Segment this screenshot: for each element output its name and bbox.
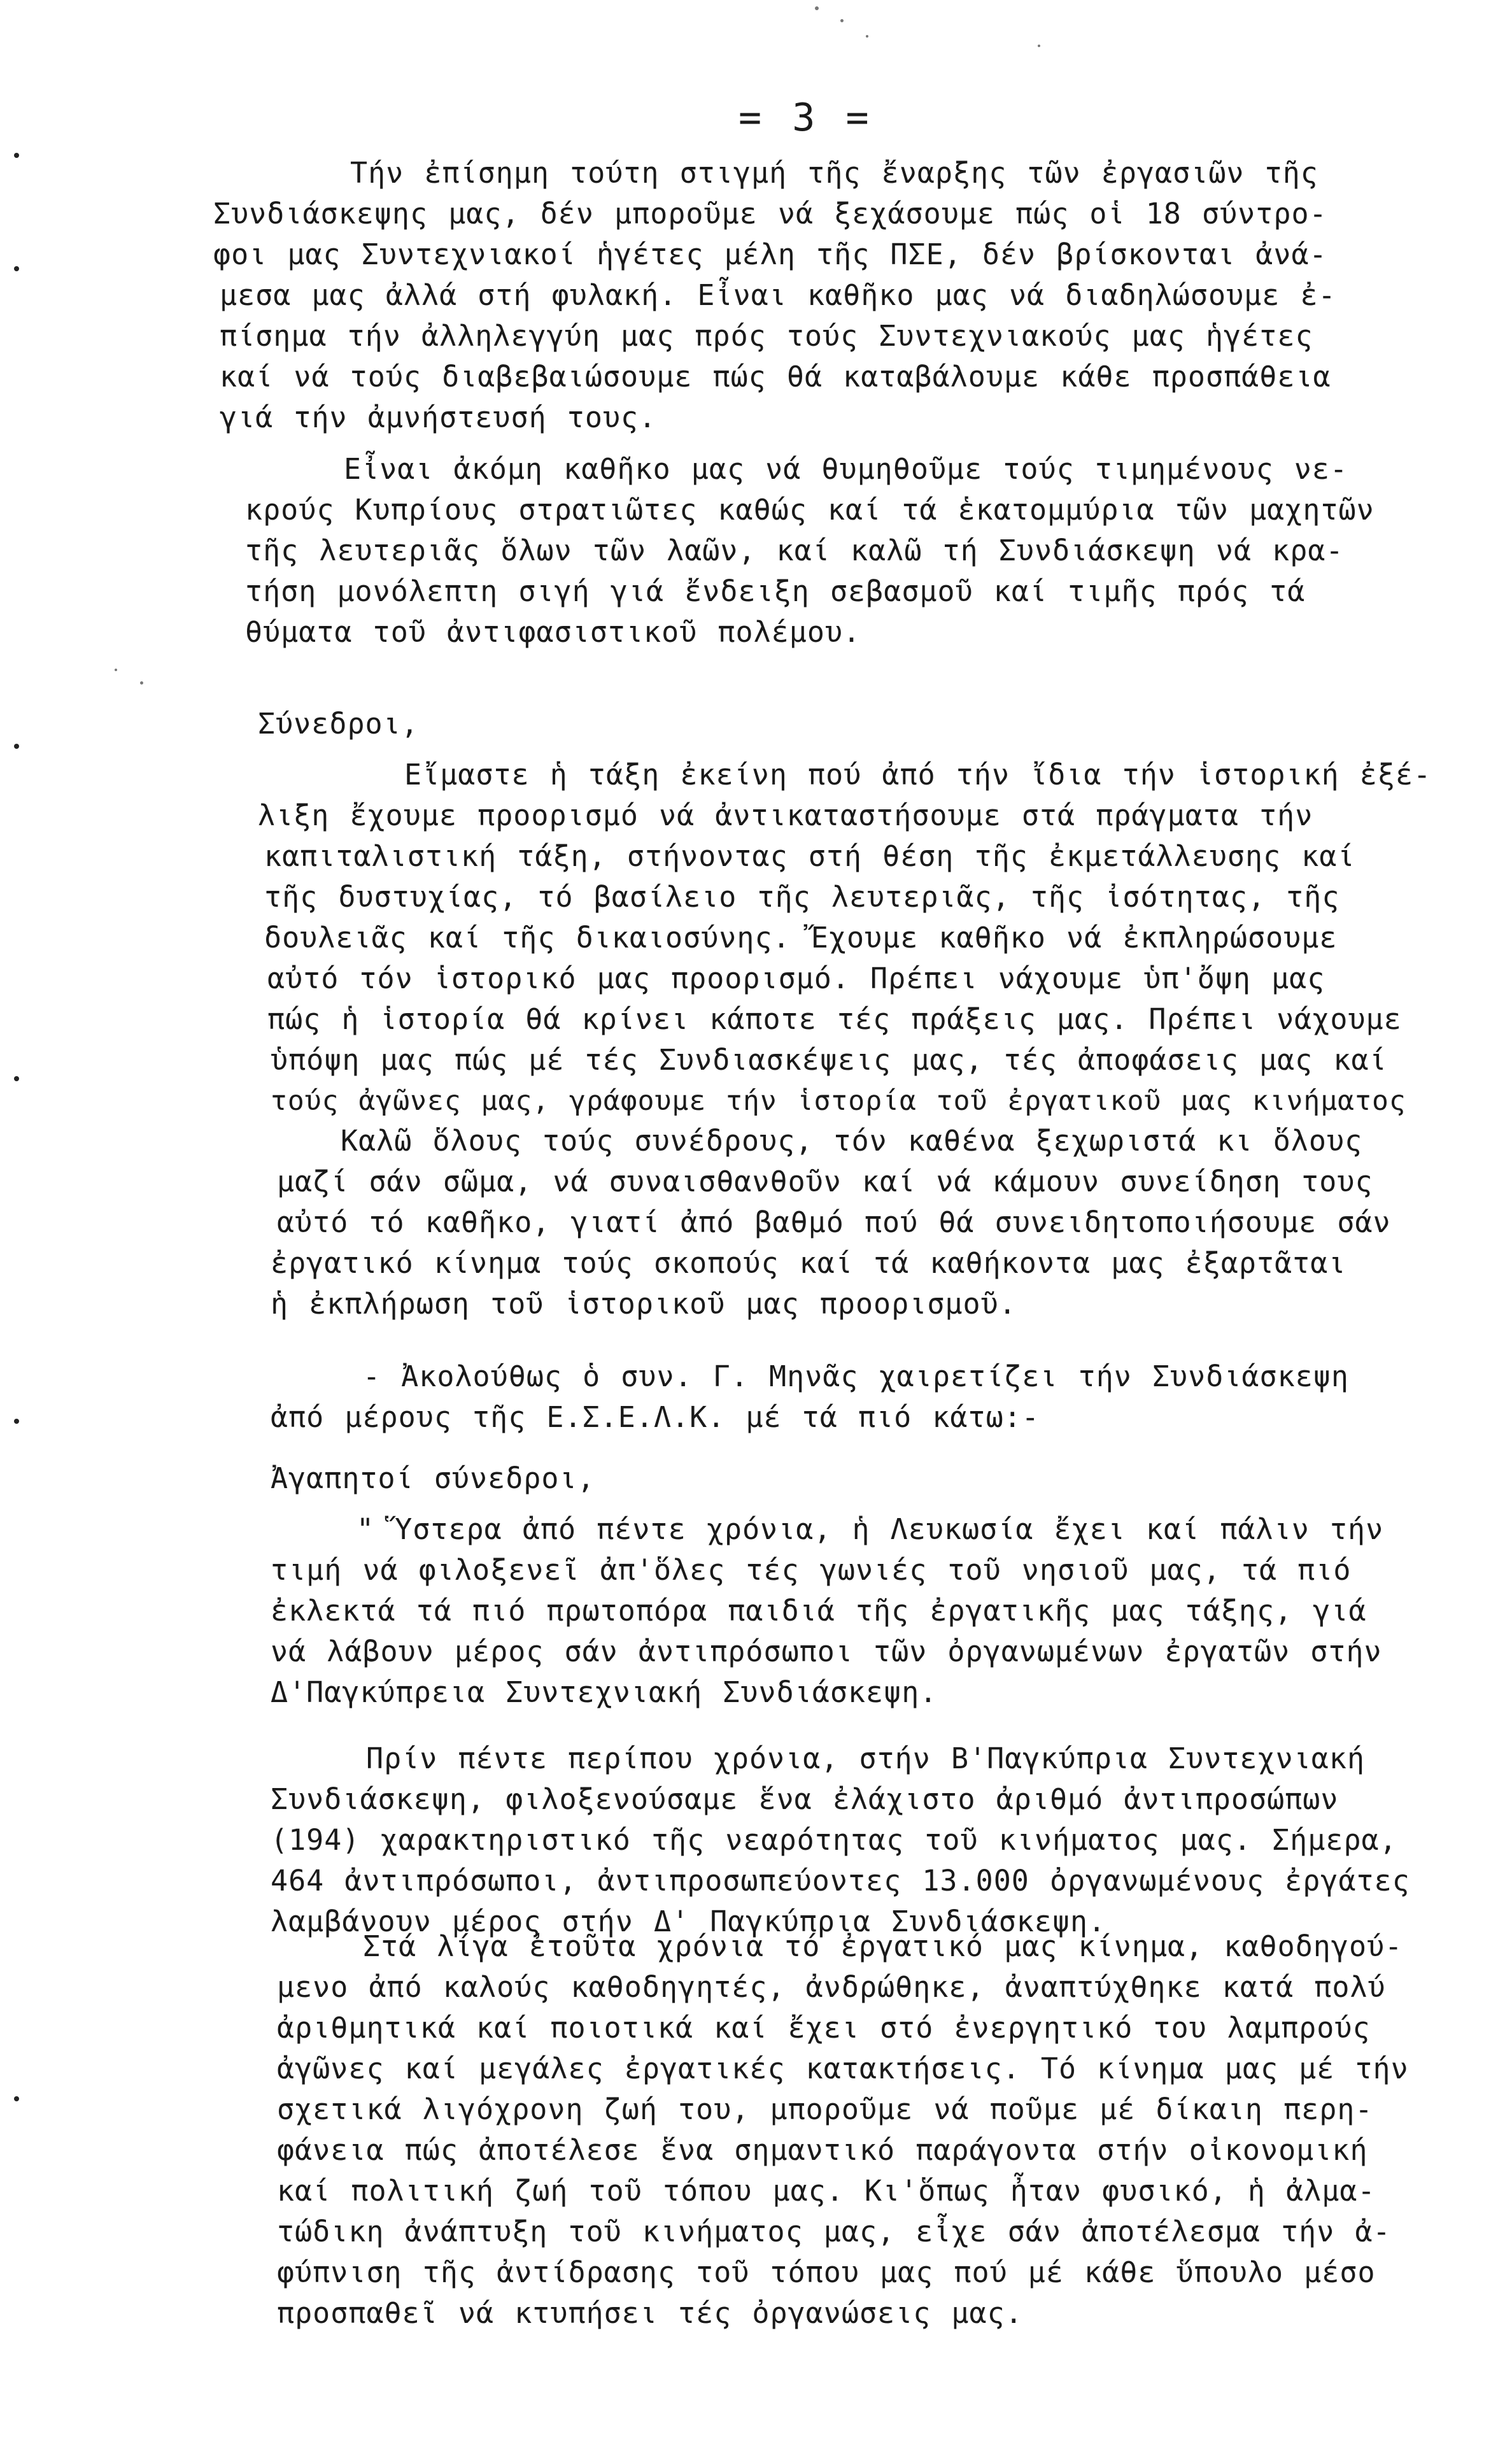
text-line: τούς ἀγῶνες μας, γράφουμε τήν ἱστορία τοῦ ἐργατικοῦ μας κινήματος — [271, 1085, 1406, 1117]
text-line: φάνεια πώς ἀποτέλεσε ἕνα σημαντικό παράγοντα στήν οἰκονομική — [277, 2133, 1368, 2167]
paragraph-greeting-intro — [251, 1356, 1474, 1438]
text-line: " Ὕστερα ἀπό πέντε χρόνια, ἡ Λευκωσία ἔχει καί πάλιν τήν — [357, 1512, 1384, 1546]
text-line: Εἴμαστε ἡ τάξη ἐκείνη πού ἀπό τήν ἴδια τήν ἱστορική ἐξέ- — [404, 758, 1432, 791]
text-line: τιμή νά φιλοξενεῖ ἀπ'ὅλες τές γωνιές τοῦ νησιοῦ μας, τά πιό — [271, 1553, 1352, 1587]
scan-speck — [866, 35, 868, 38]
salutation — [251, 704, 1474, 744]
scan-speck — [14, 1419, 19, 1424]
text-line: Σύνεδροι, — [258, 707, 419, 741]
scan-speck — [115, 669, 117, 671]
text-line: Συνδιάσκεψης μας, δέν μποροῦμε νά ξεχάσουμε πώς οἱ 18 σύντρο- — [213, 197, 1327, 231]
text-line: 464 ἀντιπρόσωποι, ἀντιπροσωπεύοντες 13.000 ὀργανωμένους ἐργάτες — [271, 1864, 1410, 1898]
paragraph-opening — [213, 153, 1474, 438]
scan-speck — [14, 153, 19, 158]
text-line: λαμβάνουν μέρος στήν Δ' Παγκύπρια Συνδιάσκεψη. — [271, 1905, 1106, 1938]
text-line: ἀριθμητικά καί ποιοτικά καί ἔχει στό ἐνεργητικό του λαμπρούς — [277, 2011, 1371, 2045]
paragraph-remembrance — [245, 449, 1474, 653]
text-line: ἀπό μέρους τῆς Ε.Σ.Ε.Λ.Κ. μέ τά πιό κάτω:- — [271, 1400, 1040, 1434]
text-line: μαζί σάν σῶμα, νά συναισθανθοῦν καί νά κάμουν συνείδηση τους — [277, 1165, 1373, 1198]
text-line: τήση μονόλεπτη σιγή γιά ἔνδειξη σεβασμοῦ καί τιμῆς πρός τά — [245, 574, 1306, 608]
text-line: νά λάβουν μέρος σάν ἀντιπρόσωποι τῶν ὀργανωμένων ἐργατῶν στήν — [271, 1635, 1382, 1668]
text-line: κρούς Κυπρίους στρατιῶτες καθώς καί τά ἑκατομμύρια τῶν μαχητῶν — [245, 493, 1374, 527]
scan-speck — [14, 266, 19, 271]
text-line: δουλειᾶς καί τῆς δικαιοσύνης. Ἔχουμε καθῆκο νά ἐκπληρώσουμε — [264, 921, 1338, 955]
scan-speck — [14, 2096, 19, 2101]
text-line: Δ'Παγκύπρεια Συντεχνιακή Συνδιάσκεψη. — [271, 1675, 938, 1709]
text-line: ἀγῶνες καί μεγάλες ἐργατικές κατακτήσεις. Τό κίνημα μας μέ τήν — [277, 2052, 1409, 2085]
text-line: αὐτό τόν ἱστορικό μας προορισμό. Πρέπει νάχουμε ὑπ'ὄψη μας — [267, 962, 1325, 995]
text-line: αὐτό τό καθῆκο, γιατί ἀπό βαθμό πού θά συνειδητοποιήσουμε σάν — [277, 1205, 1391, 1239]
text-line: λιξη ἔχουμε προορισμό νά ἀντικαταστήσουμε στά πράγματα τήν — [258, 799, 1313, 832]
scan-speck — [815, 6, 819, 10]
scan-speck — [140, 681, 143, 685]
text-line: ἡ ἐκπλήρωση τοῦ ἱστορικοῦ μας προορισμοῦ. — [271, 1287, 1017, 1321]
text-line: φοι μας Συντεχνιακοί ἡγέτες μέλη τῆς ΠΣΕ, δέν βρίσκονται ἀνά- — [213, 238, 1327, 271]
text-line: Πρίν πέντε περίπου χρόνια, στήν Β'Παγκύπρια Συντεχνιακή — [366, 1742, 1366, 1775]
text-line: Εἶναι ἀκόμη καθῆκο μας νά θυμηθοῦμε τούς τιμημένους νε- — [344, 452, 1348, 486]
text-line: προσπαθεῖ νά κτυπήσει τές ὀργανώσεις μας. — [277, 2296, 1023, 2330]
text-line: καί πολιτική ζωή τοῦ τόπου μας. Κι'ὅπως ἦταν φυσικό, ἡ ἀλμα- — [277, 2174, 1376, 2208]
text-line: σχετικά λιγόχρονη ζωή του, μποροῦμε νά ποῦμε μέ δίκαιη περη- — [277, 2092, 1373, 2126]
scan-speck — [1038, 45, 1040, 47]
scan-speck — [14, 1076, 19, 1081]
paragraph-movement-growth — [251, 1926, 1474, 2334]
text-line: ἐργατικό κίνημα τούς σκοπούς καί τά καθήκοντα μας ἐξαρτᾶται — [271, 1246, 1346, 1280]
paragraph-historic-destiny — [251, 755, 1474, 1121]
paragraph-call-to-delegates — [251, 1121, 1474, 1324]
text-line: ἐκλεκτά τά πιό πρωτοπόρα παιδιά τῆς ἐργατικῆς μας τάξης, γιά — [271, 1594, 1367, 1628]
paragraph-five-years-ago — [251, 1738, 1474, 1942]
text-line: Στά λίγα ἐτοῦτα χρόνια τό ἐργατικό μας κίνημα, καθοδηγού- — [363, 1929, 1403, 1963]
scan-speck — [840, 19, 844, 22]
page-number: = 3 = — [738, 96, 873, 140]
text-line: Συνδιάσκεψη, φιλοξενούσαμε ἕνα ἐλάχιστο ἀριθμό ἀντιπροσώπων — [271, 1782, 1339, 1816]
text-line-struck: ὑπόψη μας πώς μέ τές Συνδιασκέψεις μας, τές ἀποφάσεις μας καί — [271, 1043, 1387, 1077]
text-line: τῆς δυστυχίας, τό βασίλειο τῆς λευτεριᾶς, τῆς ἰσότητας, τῆς — [264, 880, 1340, 914]
text-line: τῆς λευτεριᾶς ὅλων τῶν λαῶν, καί καλῶ τή Συνδιάσκεψη νά κρα- — [245, 534, 1344, 567]
text-line: πώς ἡ ἱστορία θά κρίνει κάποτε τές πράξεις μας. Πρέπει νάχουμε — [267, 1002, 1402, 1036]
text-line: θύματα τοῦ ἀντιφασιστικοῦ πολέμου. — [245, 615, 861, 649]
paragraph-nicosia — [251, 1509, 1474, 1713]
text-line: πίσημα τήν ἀλληλεγγύη μας πρός τούς Συντεχνιακούς μας ἡγέτες — [220, 319, 1313, 353]
text-line: - Ἀκολούθως ὁ συν. Γ. Μηνᾶς χαιρετίζει τήν Συνδιάσκεψη — [363, 1359, 1349, 1393]
text-line: γιά τήν ἀμνήστευσή τους. — [220, 401, 657, 434]
text-line: (194) χαρακτηριστικό τῆς νεαρότητας τοῦ κινήματος μας. Σήμερα, — [271, 1823, 1397, 1857]
text-line: καπιταλιστική τάξη, στήνοντας στή θέση τῆς ἐκμετάλλευσης καί — [264, 839, 1355, 873]
text-line: Καλῶ ὅλους τούς συνέδρους, τόν καθένα ξεχωριστά κι ὅλους — [341, 1124, 1363, 1158]
text-line: μεσα μας ἀλλά στή φυλακή. Εἶναι καθῆκο μας νά διαδηλώσουμε ἐ- — [220, 278, 1336, 312]
greeting-salutation — [251, 1458, 1474, 1499]
text-line: καί νά τούς διαβεβαιώσουμε πώς θά καταβάλουμε κάθε προσπάθεια — [220, 360, 1331, 394]
text-line: τώδικη ἀνάπτυξη τοῦ κινήματος μας, εἶχε σάν ἀποτέλεσμα τήν ἀ- — [277, 2215, 1391, 2248]
text-line: φύπνιση τῆς ἀντίδρασης τοῦ τόπου μας πού μέ κάθε ὕπουλο μέσο — [277, 2255, 1376, 2289]
text-line: Τήν ἐπίσημη τούτη στιγμή τῆς ἔναρξης τῶν ἐργασιῶν τῆς — [350, 156, 1318, 190]
scan-speck — [14, 744, 19, 749]
text-line: μενο ἀπό καλούς καθοδηγητές, ἀνδρώθηκε, ἀναπτύχθηκε κατά πολύ — [277, 1970, 1386, 2004]
text-line: Ἀγαπητοί σύνεδροι, — [271, 1461, 595, 1495]
